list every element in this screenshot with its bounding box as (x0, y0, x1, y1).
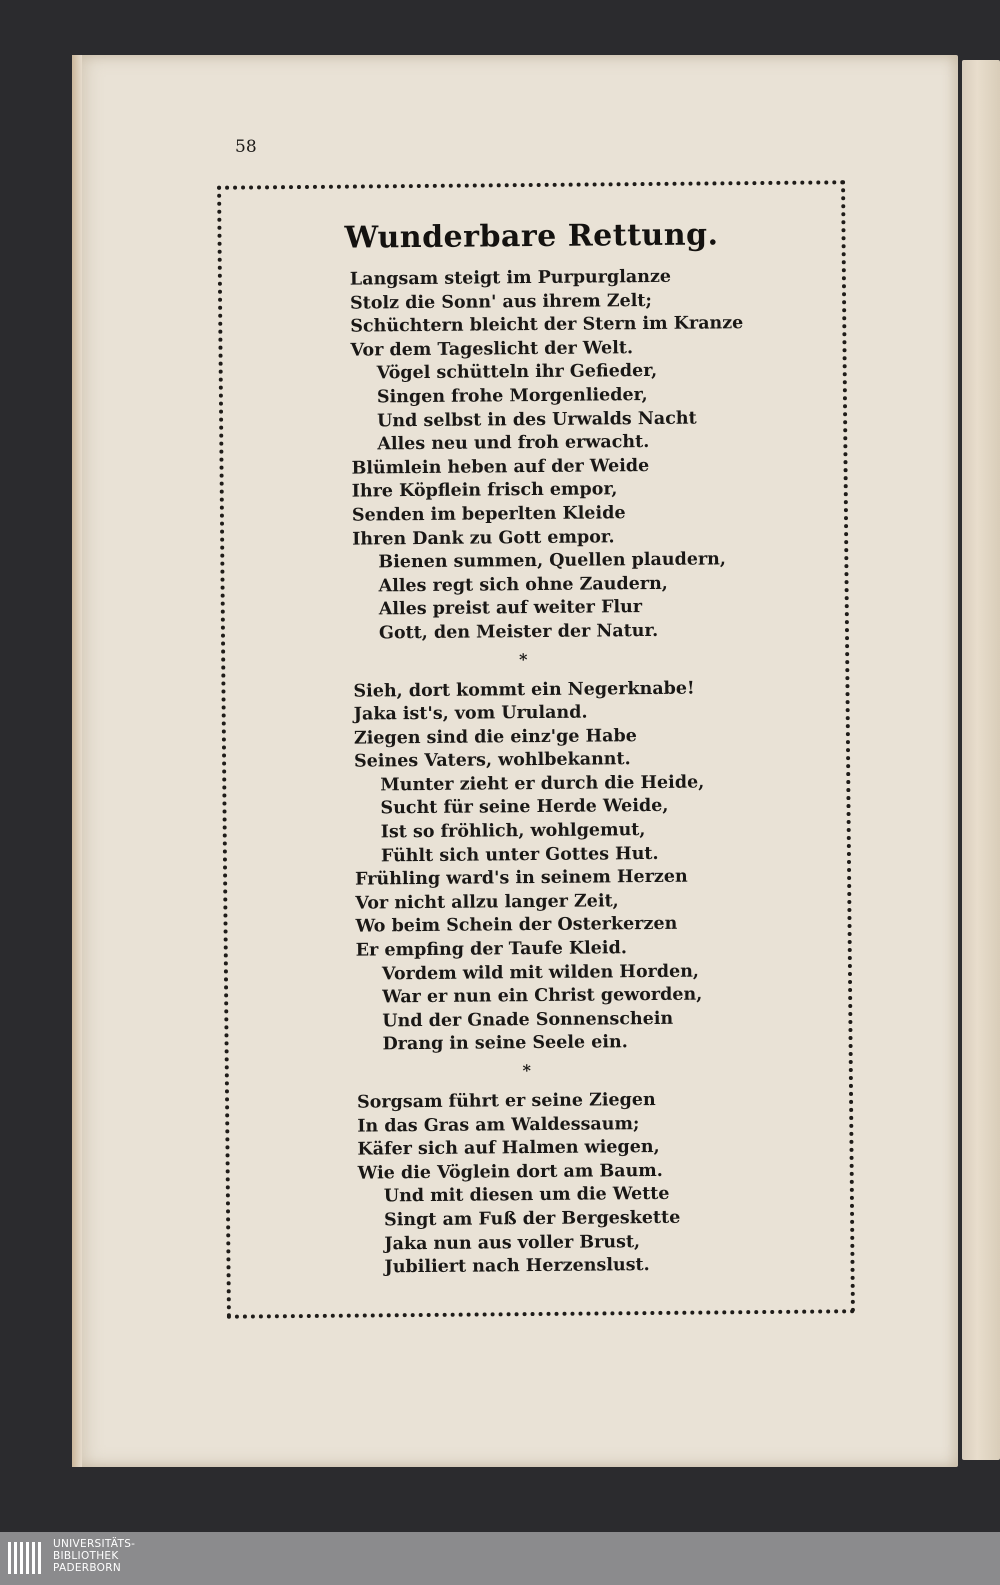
poem-line: War er nun ein Christ geworden, (382, 984, 703, 1008)
poem-line: Langsam steigt im Purpurglanze (349, 266, 672, 290)
poem-line: Munter zieht er durch die Heide, (380, 772, 705, 796)
poem-line: Jubiliert nach Herzenslust. (384, 1255, 650, 1278)
poem-line: Ihre Köpflein frisch empor, (351, 479, 618, 502)
poem-line: Stolz die Sonn' aus ihrem Zelt; (350, 290, 653, 314)
page-number: 58 (235, 137, 257, 157)
poem-line: Ziegen sind die einz'ge Habe (353, 725, 637, 749)
poem-line: Vordem wild mit wilden Horden, (381, 961, 700, 984)
poem-line: Senden im beperlten Kleide (351, 503, 626, 526)
poem-line: Fühlt sich unter Gottes Hut. (380, 843, 659, 867)
poem-line: Blümlein heben auf der Weide (351, 455, 650, 479)
library-name-line: UNIVERSITÄTS- (53, 1538, 136, 1550)
poem-line: Seines Vaters, wohlbekannt. (354, 749, 631, 772)
poem-line: Jaka ist's, vom Uruland. (353, 702, 588, 725)
poem-line: Jaka nun aus voller Brust, (384, 1231, 641, 1254)
poem-line: Vor nicht allzu langer Zeit, (355, 891, 619, 914)
poem-line: Wo beim Schein der Osterkerzen (355, 914, 678, 938)
library-footer (0, 1532, 1000, 1585)
poem-line: In das Gras am Waldessaum; (357, 1113, 640, 1137)
poem-body (350, 265, 752, 1280)
poem-line: Er empfing der Taufe Kleid. (355, 938, 627, 961)
poem-line: Drang in seine Seele ein. (382, 1032, 628, 1055)
poem-line: Ihren Dank zu Gott empor. (352, 526, 615, 550)
poem-line: Sucht für seine Herde Weide, (380, 796, 669, 819)
poem-line: Alles neu und froh erwacht. (377, 432, 650, 455)
library-name (53, 1538, 135, 1574)
poem-line: Alles preist auf weiter Flur (378, 597, 643, 620)
poem-line: Singen frohe Morgenlieder, (376, 384, 648, 408)
poem-line: Wie die Vöglein dort am Baum. (357, 1160, 663, 1184)
poem-line: Alles regt sich ohne Zaudern, (378, 573, 668, 597)
poem-title: Wunderbare Rettung. (344, 217, 719, 256)
stanza-separator: * (522, 1061, 532, 1081)
poem-line: Sieh, dort kommt ein Negerknabe! (353, 678, 695, 702)
library-name-line: PADERBORN (53, 1562, 121, 1574)
poem-line: Ist so fröhlich, wohlgemut, (380, 820, 646, 843)
poem-line: Singt am Fuß der Bergeskette (384, 1207, 681, 1231)
library-name-line: BIBLIOTHEK (53, 1550, 119, 1562)
poem-line: Frühling ward's in seinem Herzen (355, 866, 688, 890)
poem-line: Und der Gnade Sonnenschein (382, 1008, 674, 1032)
library-logo-icon (6, 1538, 46, 1578)
poem-line: Gott, den Meister der Natur. (378, 620, 659, 644)
poem-line: Vögel schütteln ihr Gefieder, (376, 361, 658, 384)
poem-line: Schüchtern bleicht der Stern im Kranze (350, 313, 744, 337)
poem-line: Bienen summen, Quellen plaudern, (378, 549, 727, 573)
book-page (72, 55, 958, 1467)
stanza-separator: * (518, 649, 528, 669)
poem-line: Käfer sich auf Halmen wiegen, (357, 1137, 660, 1160)
poem-line: Und mit diesen um die Wette (383, 1184, 670, 1207)
poem-line: Vor dem Tageslicht der Welt. (350, 337, 634, 361)
poem-line: Und selbst in des Urwalds Nacht (377, 408, 697, 431)
poem-line: Sorgsam führt er seine Ziegen (356, 1089, 656, 1113)
dotted-frame (217, 180, 855, 1318)
next-page-edge (962, 60, 1000, 1460)
